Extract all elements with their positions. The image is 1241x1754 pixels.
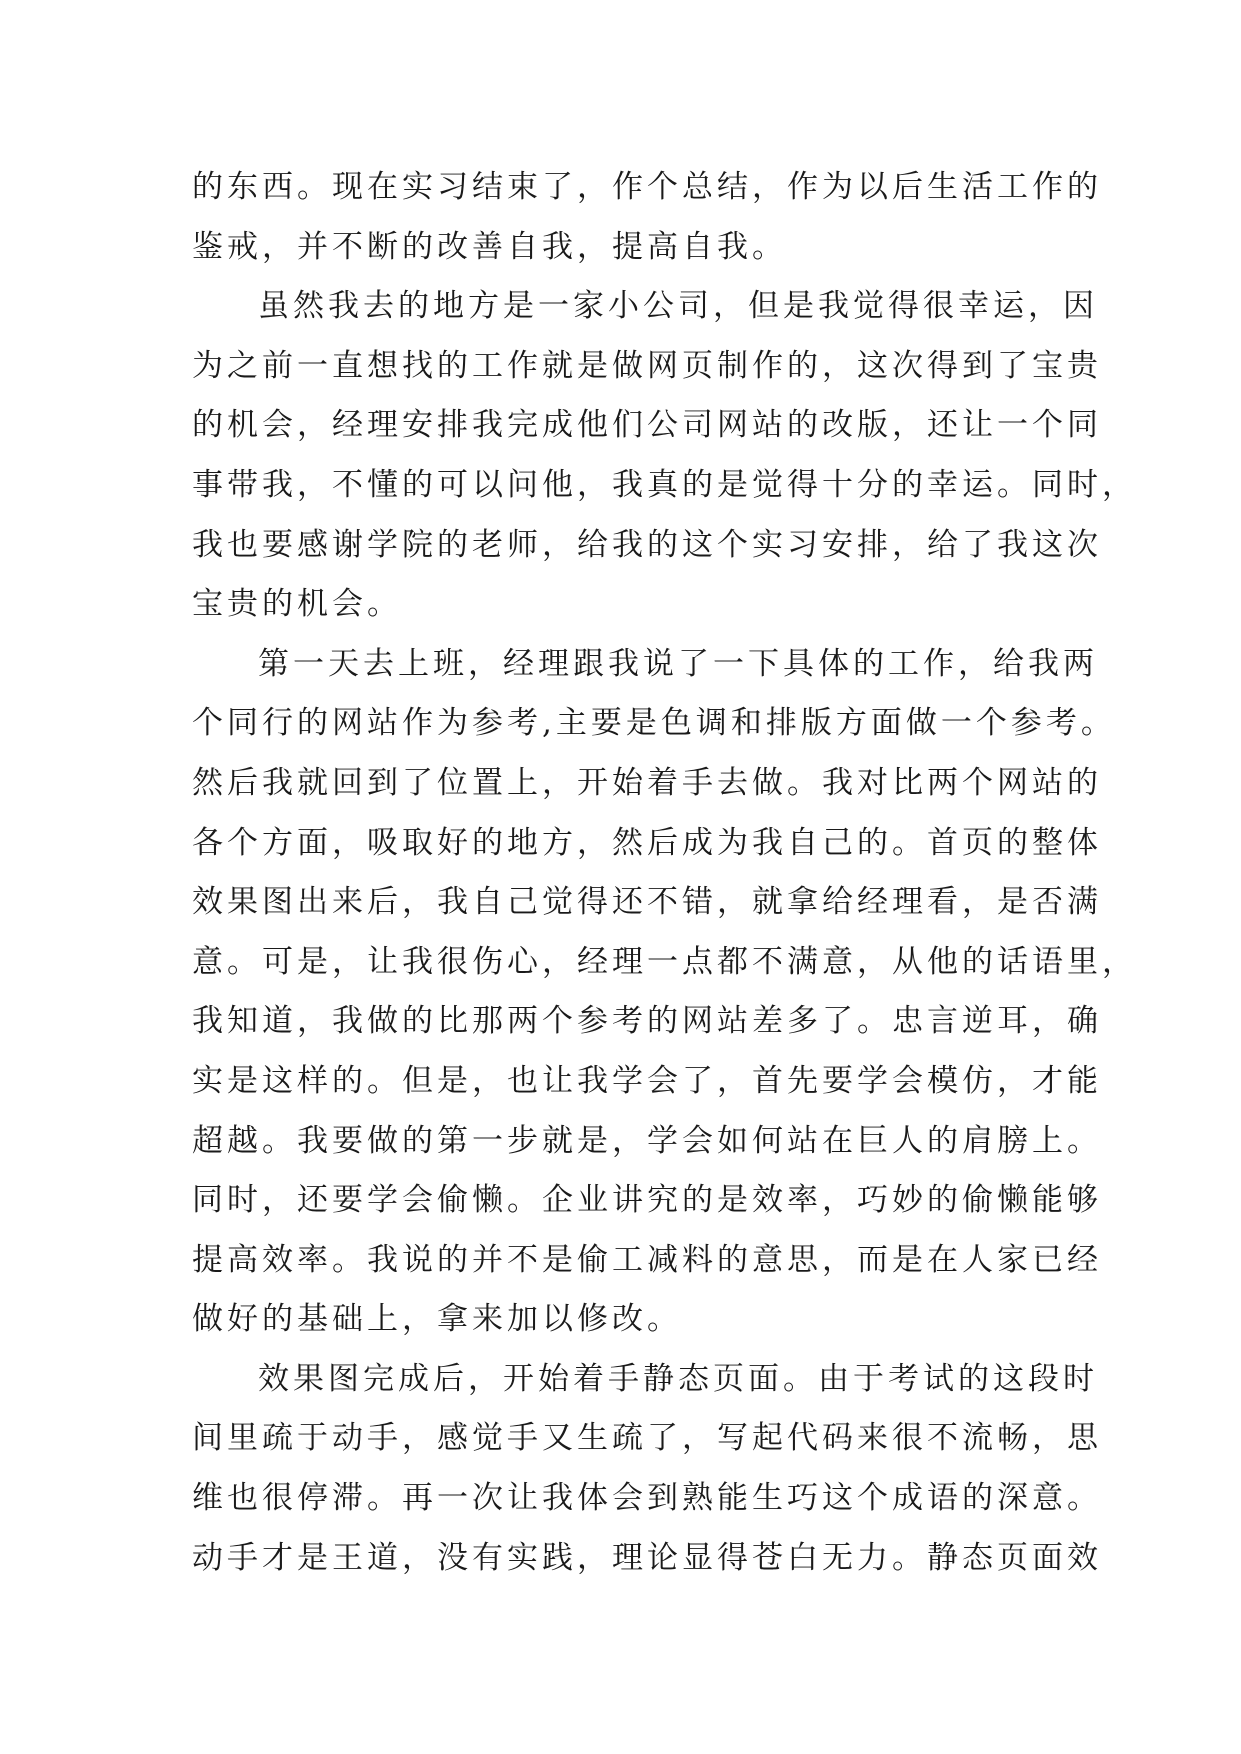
text-line: 提高效率。我说的并不是偷工减料的意思，而是在人家已经 — [192, 1241, 1102, 1278]
text-line: 维也很停滞。再一次让我体会到熟能生巧这个成语的深意。 — [192, 1480, 1102, 1517]
text-line-indented: 第一天去上班，经理跟我说了一下具体的工作，给我两 — [258, 645, 1098, 682]
body-text — [192, 158, 1137, 1588]
text-line: 同时，还要学会偷懒。企业讲究的是效率，巧妙的偷懒能够 — [192, 1182, 1102, 1219]
text-line: 间里疏于动手，感觉手又生疏了，写起代码来很不流畅，思 — [192, 1420, 1102, 1457]
text-line: 实是这样的。但是，也让我学会了，首先要学会模仿，才能 — [192, 1062, 1102, 1099]
text-line: 效果图出来后，我自己觉得还不错，就拿给经理看，是否满 — [192, 884, 1102, 921]
text-line: 动手才是王道，没有实践，理论显得苍白无力。静态页面效 — [192, 1539, 1102, 1576]
text-line: 我知道，我做的比那两个参考的网站差多了。忠言逆耳，确 — [192, 1003, 1102, 1040]
paragraph-2 — [192, 277, 1137, 635]
text-line-indented: 效果图完成后，开始着手静态页面。由于考试的这段时 — [258, 1360, 1098, 1397]
text-line: 事带我，不懂的可以问他，我真的是觉得十分的幸运。同时， — [192, 466, 1137, 503]
text-line: 然后我就回到了位置上，开始着手去做。我对比两个网站的 — [192, 764, 1102, 801]
text-line: 鉴戒，并不断的改善自我，提高自我。 — [192, 228, 787, 265]
text-line: 的东西。现在实习结束了，作个总结，作为以后生活工作的 — [192, 169, 1102, 205]
text-line: 为之前一直想找的工作就是做网页制作的，这次得到了宝贵 — [192, 347, 1102, 384]
text-line: 我也要感谢学院的老师，给我的这个实习安排，给了我这次 — [192, 526, 1102, 563]
text-line: 各个方面，吸取好的地方，然后成为我自己的。首页的整体 — [192, 824, 1102, 861]
text-line-indented: 虽然我去的地方是一家小公司，但是我觉得很幸运，因 — [258, 288, 1098, 325]
text-line: 宝贵的机会。 — [192, 586, 402, 623]
paragraph-3 — [192, 635, 1137, 1350]
text-line: 个同行的网站作为参考,主要是色调和排版方面做一个参考。 — [192, 705, 1116, 742]
text-line: 的机会，经理安排我完成他们公司网站的改版，还让一个同 — [192, 407, 1102, 444]
paragraph-1 — [192, 158, 1102, 277]
paragraph-4 — [192, 1350, 1102, 1588]
text-line: 做好的基础上，拿来加以修改。 — [192, 1301, 682, 1338]
text-line: 意。可是，让我很伤心，经理一点都不满意，从他的话语里， — [192, 943, 1137, 980]
text-line: 超越。我要做的第一步就是，学会如何站在巨人的肩膀上。 — [192, 1122, 1102, 1159]
